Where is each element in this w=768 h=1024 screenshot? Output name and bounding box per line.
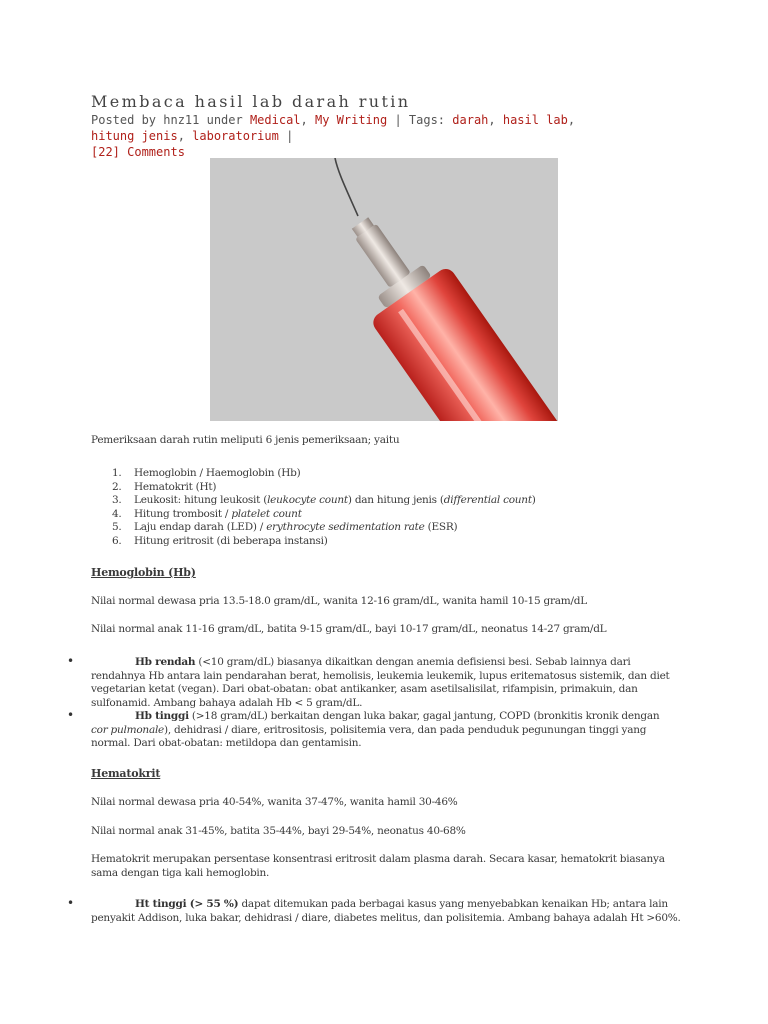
- syringe-image: [210, 158, 558, 421]
- ht-high-label: Ht tinggi (> 55 %): [135, 898, 239, 910]
- author-name: hnz11: [163, 113, 200, 127]
- bullet-icon: •: [67, 896, 75, 910]
- hb-high-label: Hb tinggi: [135, 710, 189, 722]
- hb-low-paragraph: Hb rendah (<10 gram/dL) biasanya dikaitkan dengan anemia defisiensi besi. Sebab lainnya dari rendahnya Hb antara lain pendarahan berat, hemolisis, leukemia leukemik, lupus eritematosus sistemik, dan diet vegetarian ketat (vegan). Dari obat-obatan: obat antikanker, asam asetilsalisilat, rifampisin, primakuin, dan sulfonamid. Ambang bahaya adalah Hb < 5 gram/dL.: [91, 656, 670, 709]
- list-item: 3. Leukosit: hitung leukosit (leukocyte count) dan hitung jenis (differential count): [112, 494, 536, 506]
- separator: ,: [488, 113, 503, 127]
- intro-paragraph: Pemeriksaan darah rutin meliputi 6 jenis pemeriksaan; yaitu: [91, 434, 400, 446]
- exam-list: [112, 467, 536, 548]
- hb-normal-child: Nilai normal anak 11-16 gram/dL, batita 9-15 gram/dL, bayi 10-17 gram/dL, neonatus 14-27 gram/dL: [91, 623, 607, 635]
- category-link-my-writing[interactable]: My Writing: [314, 113, 388, 127]
- under-label: under: [199, 113, 250, 127]
- list-item: 6. Hitung eritrosit (di beberapa instansi): [112, 534, 328, 547]
- hb-normal-adult: Nilai normal dewasa pria 13.5-18.0 gram/dL, wanita 12-16 gram/dL, wanita hamil 10-15 gram/dL: [91, 595, 587, 607]
- post-meta: [91, 112, 591, 160]
- list-item: 2. Hematokrit (Ht): [112, 480, 217, 493]
- tags-end: |: [278, 129, 294, 143]
- hematokrit-heading: Hematokrit: [91, 767, 161, 780]
- hb-high-paragraph: Hb tinggi (>18 gram/dL) berkaitan dengan luka bakar, gagal jantung, COPD (bronkitis kronik dengan cor pulmonale), dehidrasi / diare, eritrositosis, polisitemia vera, dan pada penduduk pegunungan tinggi yang normal. Dari obat-obatan: metildopa dan gentamisin.: [91, 710, 660, 749]
- tags-label: | Tags:: [387, 113, 453, 127]
- bullet-icon: •: [67, 654, 75, 668]
- ht-normal-adult: Nilai normal dewasa pria 40-54%, wanita 37-47%, wanita hamil 30-46%: [91, 796, 458, 808]
- tag-link-hasil-lab[interactable]: hasil lab: [502, 113, 568, 127]
- post-title: Membaca hasil lab darah rutin: [91, 92, 411, 111]
- separator: ,: [177, 129, 193, 143]
- tag-link-laboratorium[interactable]: laboratorium: [192, 129, 279, 143]
- separator: ,: [567, 113, 576, 127]
- tag-link-darah[interactable]: darah: [452, 113, 489, 127]
- list-item: 1. Hemoglobin / Haemoglobin (Hb): [112, 467, 301, 479]
- comments-link[interactable]: [22] Comments: [91, 145, 185, 159]
- list-item: 4. Hitung trombosit / platelet count: [112, 507, 302, 520]
- separator: ,: [300, 113, 315, 127]
- list-item: 5. Laju endap darah (LED) / erythrocyte sedimentation rate (ESR): [112, 521, 458, 533]
- bullet-icon: •: [67, 708, 75, 722]
- category-link-medical[interactable]: Medical: [249, 113, 301, 127]
- hb-low-label: Hb rendah: [135, 656, 196, 668]
- syringe-illustration: [210, 158, 558, 421]
- hemoglobin-heading: Hemoglobin (Hb): [91, 566, 196, 579]
- ht-high-paragraph: Ht tinggi (> 55 %) dapat ditemukan pada berbagai kasus yang menyebabkan kenaikan Hb; antara lain penyakit Addison, luka bakar, dehidrasi / diare, diabetes melitus, dan polisitemia. Ambang bahaya adalah Ht >60%.: [91, 898, 681, 924]
- ht-description: Hematokrit merupakan persentase konsentrasi eritrosit dalam plasma darah. Secara kasar, hematokrit biasanya sama dengan tiga kali hemoglobin.: [91, 853, 665, 879]
- tag-link-hitung-jenis[interactable]: hitung jenis: [91, 129, 178, 143]
- posted-by-label: Posted by: [91, 113, 164, 127]
- ht-normal-child: Nilai normal anak 31-45%, batita 35-44%, bayi 29-54%, neonatus 40-68%: [91, 825, 466, 837]
